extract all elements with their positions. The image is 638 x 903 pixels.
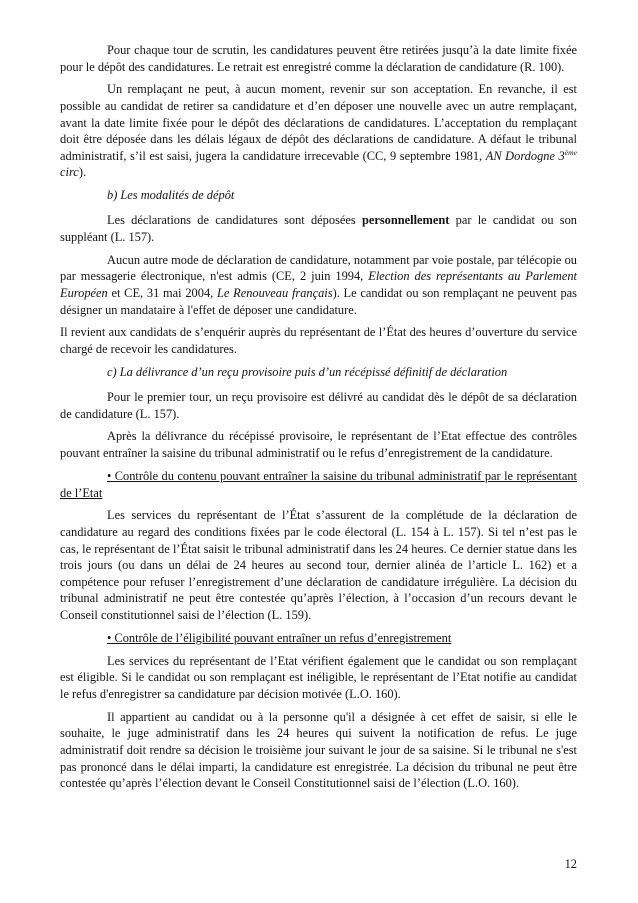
paragraph-text: Aucun autre mode de déclaration de candidature, notamment par voie postale, par télécopie ou par messagerie électronique, n'est admis (CE, 2 juin 1994,: [60, 252, 577, 284]
case-reference-text: AN Dordogne 3: [485, 148, 565, 163]
paragraph-withdrawal: Pour chaque tour de scrutin, les candidatures peuvent être retirées jusqu’à la date limite fixée pour le dépôt des candidatures. Le retrait est enregistré comme la déclaration de candidature (R. 100).: [60, 43, 577, 74]
paragraph-appeal: Il appartient au candidat ou à la personne qu'il a désignée à cet effet de saisir, si elle le souhaite, le juge administratif dans les 24 heures qui suivent la notification de refus. Le juge administratif doit rendre sa décision le troisième jour suivant le jour de sa saisine. Si le tribunal ne s'est pas prononcé dans le délai imparti, la candidature est enregistrée. La décision du tribunal ne peut être contestée qu’après l’élection devant le Conseil Constitutionnel saisi de l’élection (L.O. 160).: [60, 709, 577, 791]
paragraph-text: Les déclarations de candidatures sont déposées: [107, 213, 362, 228]
paragraph-eligibility: Les services du représentant de l’Etat vérifient également que le candidat ou son remplaçant est éligible. Si le candidat ou son remplaçant est inéligible, le représentant de l’Etat notifie au candidat le refus d'enregistrer sa candidature par décision motivée (L.O. 160).: [60, 653, 577, 701]
subheading-eligibility-control: • Contrôle de l’éligibilité pouvant entraîner un refus d’enregistrement: [107, 630, 452, 645]
paragraph-text: Un remplaçant ne peut, à aucun moment, revenir sur son acceptation. En revanche, il est possible au candidat de retirer sa candidature et d’en déposer une nouvelle avec un autre remplaçant, avant la date limite fixée pour le dépôt des déclarations de candidatures. L’acceptation du remplaçant doit être déposée dans les délais légaux de dépôt des déclarations de candidature. A défaut le tribunal administratif, s’il est saisi, jugera la candidature irrecevable (CC, 9 septembre 1981,: [60, 82, 577, 163]
paragraph-text: et CE, 31 mai 2004,: [107, 286, 217, 300]
subheading-content-control: • Contrôle du contenu pouvant entraîner la saisine du tribunal administratif par le représentant de l’Etat: [60, 468, 577, 500]
paragraph-end: ).: [78, 165, 87, 180]
ordinal-superscript: ème: [564, 147, 577, 157]
paragraph-other-modes: [60, 252, 577, 318]
case-reference: Election des représentants au Parlement Européen: [60, 269, 577, 300]
case-reference: Le Renouveau français: [217, 286, 333, 300]
paragraph-end: ). Le candidat ou son remplaçant ne peuvent pas désigner un mandataire à l'effet de déposer une candidature.: [60, 286, 577, 317]
paragraph-end: par le candidat ou son suppléant (L. 157).: [60, 213, 577, 244]
case-reference-suffix: circ: [60, 165, 79, 180]
section-heading-b: b) Les modalités de dépôt: [107, 188, 235, 203]
page-body: [60, 42, 577, 798]
emphasis-personnellement: personnellement: [361, 213, 450, 228]
paragraph-opening-hours: Il revient aux candidats de s’enquérir auprès du représentant de l’État des heures d’ouverture du service chargé de recevoir les candidatures.: [60, 325, 577, 357]
paragraph-provisional-receipt: Pour le premier tour, un reçu provisoire est délivré au candidat dès le dépôt de sa déclaration de candidature (L. 157).: [60, 389, 577, 421]
paragraph-personal-filing: [60, 212, 577, 245]
section-heading-c: c) La délivrance d’un reçu provisoire puis d’un récépissé définitif de déclaration: [107, 364, 508, 379]
page-number: 12: [564, 857, 577, 871]
paragraph-substitute: [60, 81, 577, 181]
paragraph-controls: Après la délivrance du récépissé provisoire, le représentant de l’Etat effectue des contrôles pouvant entraîner la saisine du tribunal administratif ou le refus d’enregistrement de la candidature.: [60, 429, 577, 461]
paragraph-completeness: Les services du représentant de l’État s’assurent de la complétude de la déclaration de candidature au regard des conditions fixées par le code électoral (L. 154 à L. 157). Si tel n’est pas le cas, le représentant de l’État saisit le tribunal administratif dans les 24 heures. Ce dernier statue dans les trois jours (ou dans un délai de 24 heures au second tour, dernier alinéa de l’article L. 162) et a compétence pour refuser l’enregistrement d’une déclaration de candidature irrégulière. La décision du tribunal administratif ne peut être contestée qu’après l’élection, à l’occasion d’un recours devant le Conseil constitutionnel saisi de l’élection (L. 159).: [60, 508, 577, 622]
